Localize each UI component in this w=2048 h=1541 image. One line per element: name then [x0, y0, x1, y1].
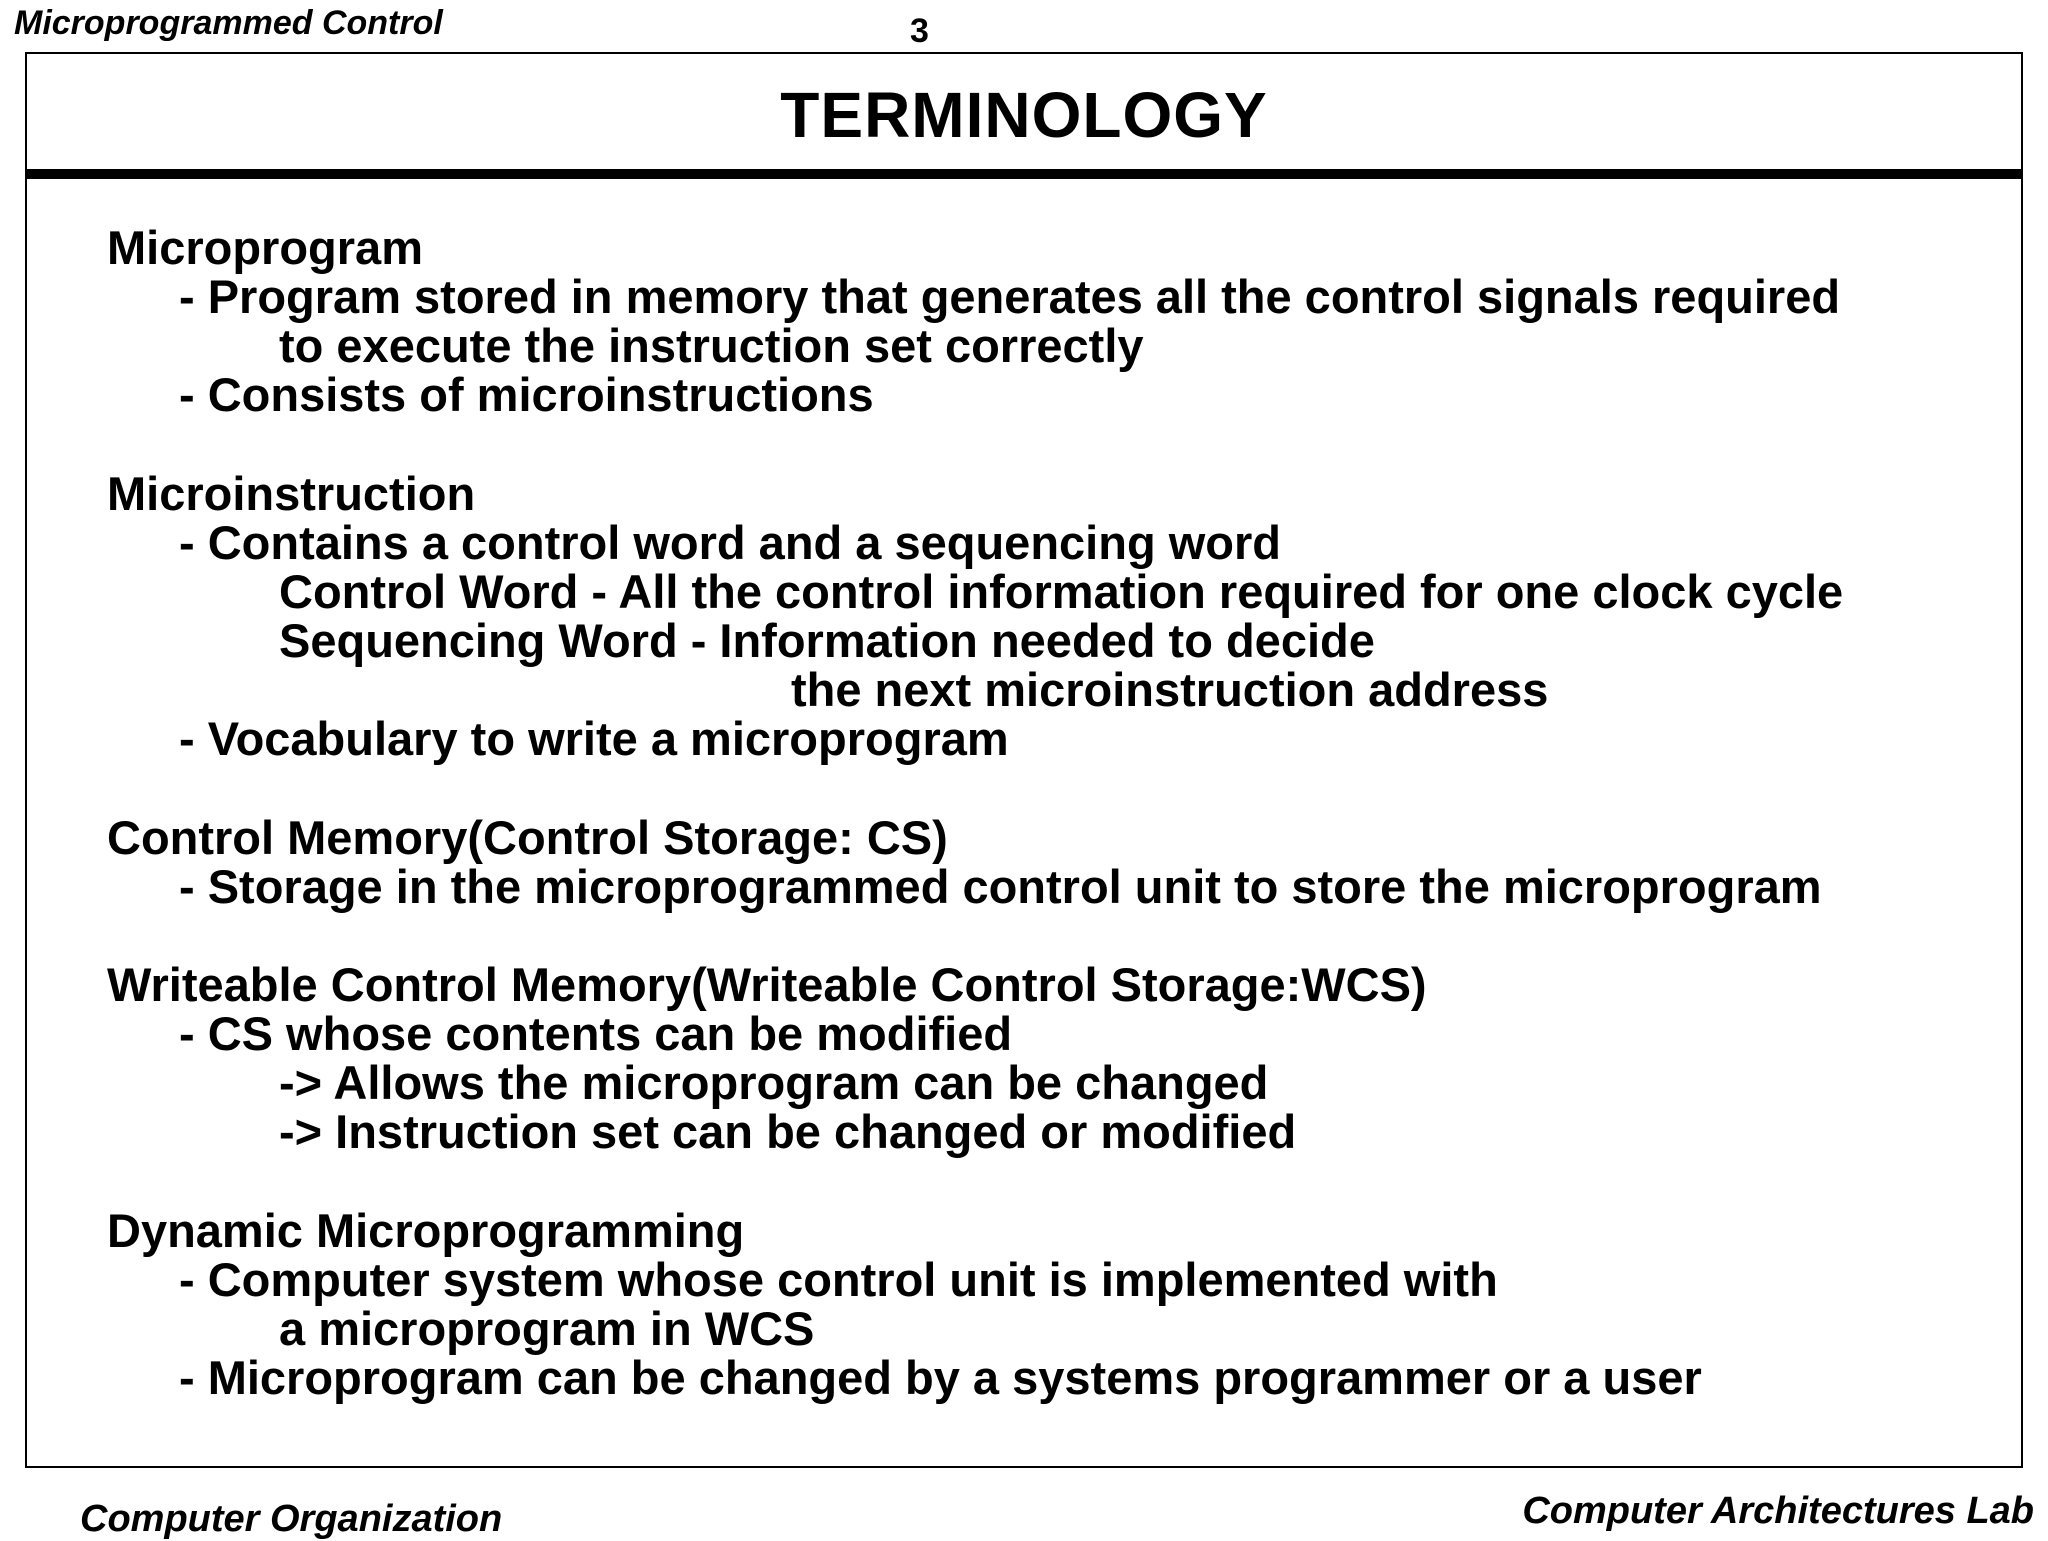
definition-line: - Computer system whose control unit is implemented with [179, 1253, 1498, 1306]
definition-line: - Consists of microinstructions [179, 368, 874, 421]
definition-line: -> Allows the microprogram can be changed [279, 1056, 1269, 1109]
definition-line: - CS whose contents can be modified [179, 1007, 1013, 1060]
terminology-list [27, 54, 2021, 1466]
definition-line: - Microprogram can be changed by a systems programmer or a user [179, 1351, 1702, 1404]
definition-line: the next microinstruction address [791, 663, 1549, 716]
slide-title: TERMINOLOGY [780, 79, 1268, 151]
definition-line: to execute the instruction set correctly [279, 319, 1144, 372]
term-control-memory: Control Memory(Control Storage: CS) [107, 811, 948, 864]
page-number: 3 [910, 12, 929, 50]
term-microinstruction: Microinstruction [107, 467, 476, 520]
definition-line: Sequencing Word - Information needed to decide [279, 614, 1375, 667]
term-dynamic-microprogramming: Dynamic Microprogramming [107, 1204, 745, 1257]
definition-line: - Vocabulary to write a microprogram [179, 712, 1009, 765]
term-microprogram: Microprogram [107, 221, 423, 274]
definition-line: - Storage in the microprogrammed control unit to store the microprogram [179, 860, 1822, 913]
definition-line: - Contains a control word and a sequencing word [179, 516, 1281, 569]
definition-line: -> Instruction set can be changed or modified [279, 1105, 1297, 1158]
footer-lab-name: Computer Architectures Lab [1522, 1490, 2034, 1532]
definition-line: Control Word - All the control information required for one clock cycle [279, 565, 1844, 618]
header-course-section: Microprogrammed Control [14, 4, 443, 42]
slide-frame [25, 52, 2023, 1468]
definition-line: - Program stored in memory that generates all the control signals required [179, 270, 1841, 323]
footer-course-name: Computer Organization [80, 1498, 503, 1540]
term-writeable-control-memory: Writeable Control Memory(Writeable Control Storage:WCS) [107, 958, 1427, 1011]
definition-line: a microprogram in WCS [279, 1302, 815, 1355]
